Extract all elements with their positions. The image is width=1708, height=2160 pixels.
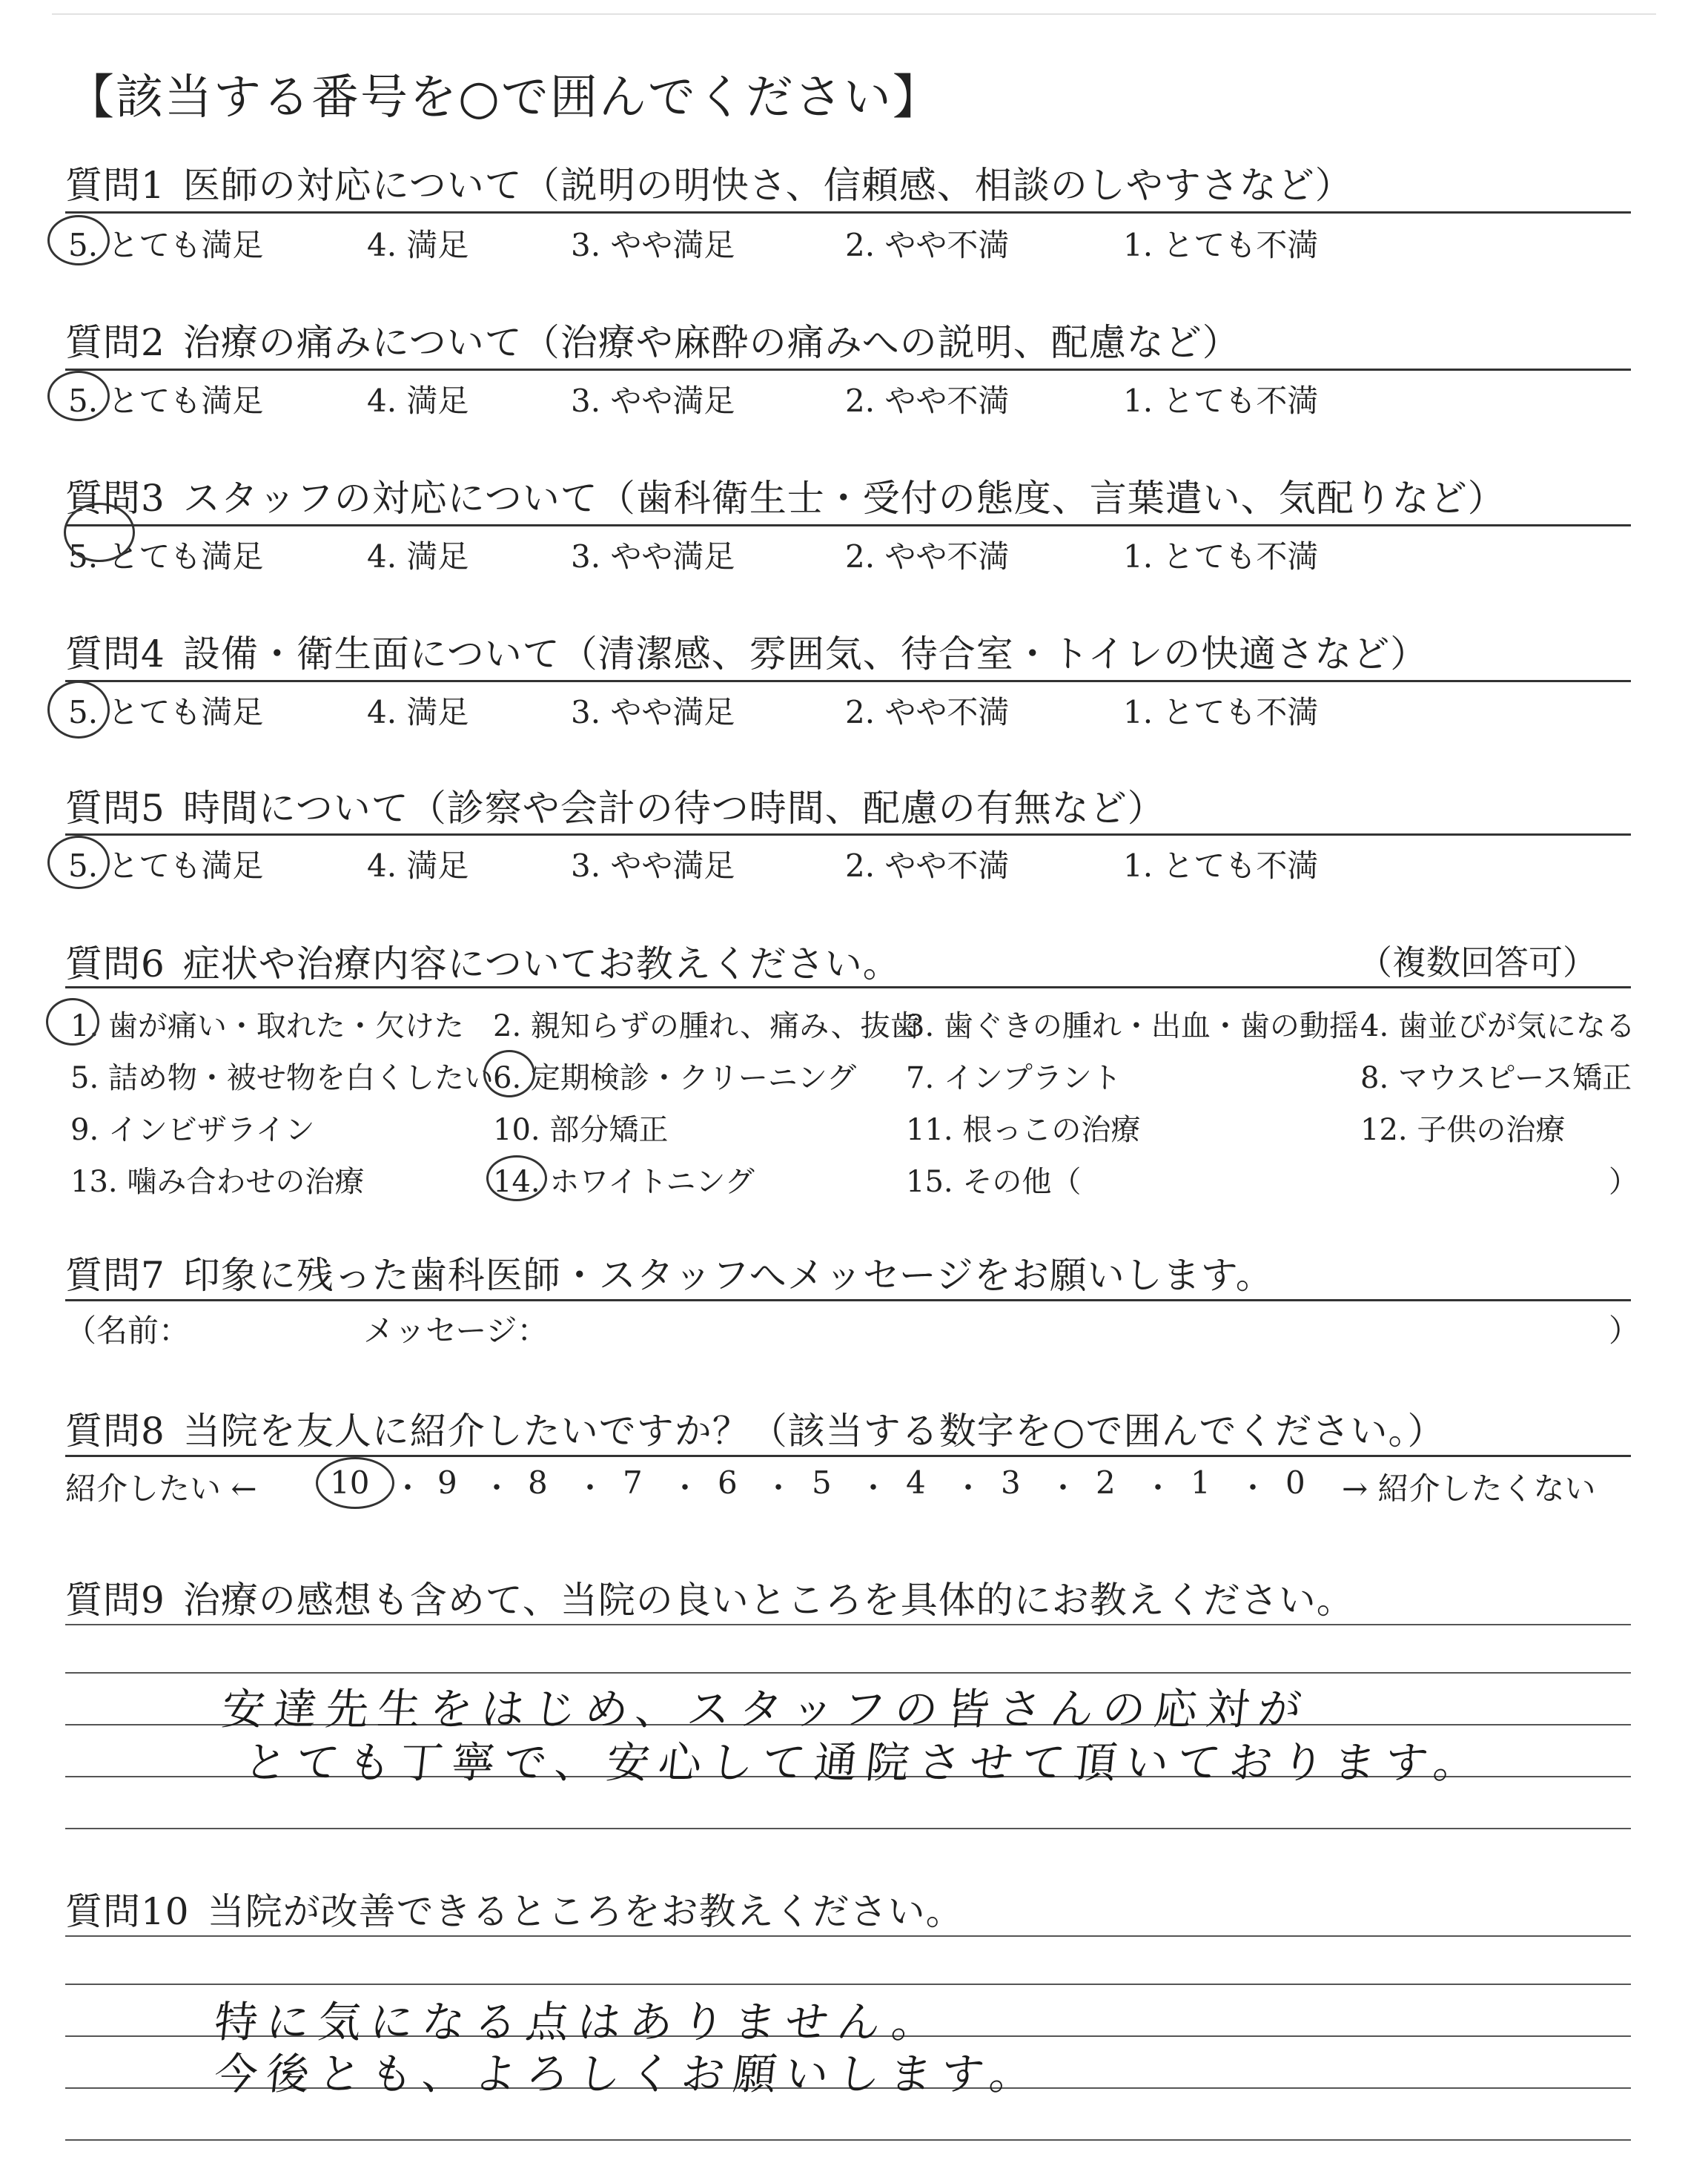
q5-title	[65, 779, 1165, 832]
q8-dot: ・	[764, 1471, 793, 1505]
q10-number: 質問10	[65, 1890, 190, 1933]
q6-row-1	[0, 1003, 1708, 1047]
q6-other-close-paren: ）	[1609, 1165, 1638, 1199]
q8-dot: ・	[1048, 1471, 1078, 1505]
q4-option-1[interactable]: 1. とても不満	[1123, 694, 1319, 730]
q6-multi-answer-note: （複数回答可）	[1358, 942, 1597, 982]
q8-score-7[interactable]: 7	[623, 1464, 643, 1501]
q7-close-paren: ）	[1609, 1312, 1641, 1349]
q6-rule	[65, 986, 1631, 988]
q3-title	[65, 469, 1506, 522]
q8-score-10[interactable]: 10	[330, 1464, 370, 1501]
q8-dot: ・	[482, 1471, 512, 1505]
q4-option-4[interactable]: 4. 満足	[367, 694, 469, 730]
q10-title	[65, 1882, 964, 1935]
q1-number: 質問1	[65, 164, 165, 207]
form-header: 【該当する番号を○で囲んでください】	[67, 70, 941, 125]
q8-dot: ・	[575, 1471, 605, 1505]
q1-title	[65, 156, 1353, 209]
q8-dot: ・	[670, 1471, 700, 1505]
q8-dot: ・	[858, 1471, 888, 1505]
top-border	[52, 13, 1656, 15]
q10-line	[65, 1935, 1631, 1937]
q7-number: 質問7	[65, 1254, 165, 1297]
q8-score-9[interactable]: 9	[437, 1464, 457, 1501]
q6-item-6[interactable]: 6. 定期検診・クリーニング	[493, 1061, 857, 1095]
q5-option-2[interactable]: 2. やや不満	[845, 848, 1010, 884]
q9-line	[65, 1624, 1631, 1625]
q6-row-3	[0, 1106, 1708, 1151]
q6-text: 症状や治療内容についてお教えください。	[182, 942, 901, 985]
q4-text: 設備・衛生面について（清潔感、雰囲気、待合室・トイレの快適さなど）	[182, 633, 1429, 676]
q5-option-4[interactable]: 4. 満足	[367, 848, 469, 884]
q4-rule	[65, 680, 1631, 682]
q8-score-3[interactable]: 3	[1001, 1464, 1021, 1501]
q2-text: 治療の痛みについて（治療や麻酔の痛みへの説明、配慮など）	[182, 321, 1240, 364]
q9-line	[65, 1672, 1631, 1674]
q9-title	[65, 1571, 1354, 1624]
q6-item-10[interactable]: 10. 部分矯正	[493, 1113, 669, 1147]
q10-text: 当院が改善できるところをお教えください。	[207, 1890, 964, 1933]
q1-option-4[interactable]: 4. 満足	[367, 227, 469, 263]
q10-answer-line-1: 特に気になる点はありません。	[211, 1997, 947, 2047]
q2-number: 質問2	[65, 321, 165, 364]
q2-option-2[interactable]: 2. やや不満	[845, 383, 1010, 419]
q7-message-label: メッセージ：	[363, 1312, 549, 1349]
q3-option-2[interactable]: 2. やや不満	[845, 538, 1010, 575]
q1-rule	[65, 211, 1631, 214]
q1-text: 医師の対応について（説明の明快さ、信頼感、相談のしやすさなど）	[182, 164, 1353, 207]
q10-line	[65, 1984, 1631, 1985]
q7-rule	[65, 1299, 1631, 1301]
q6-item-14[interactable]: 14. ホワイトニング	[493, 1165, 755, 1199]
q8-dot: ・	[953, 1471, 983, 1505]
q8-score-4[interactable]: 4	[906, 1464, 926, 1501]
q1-option-3[interactable]: 3. やや満足	[571, 227, 735, 263]
q5-number: 質問5	[65, 787, 165, 830]
q2-title	[65, 313, 1240, 366]
q4-options	[0, 688, 1708, 733]
q7-text: 印象に残った歯科医師・スタッフへメッセージをお願いします。	[182, 1254, 1274, 1297]
q2-option-4[interactable]: 4. 満足	[367, 383, 469, 419]
q7-name-label: （名前：	[65, 1312, 191, 1349]
q9-answer-line-2: とても丁寧で、安心して通院させて頂いております。	[241, 1737, 1489, 1788]
q8-dot: ・	[1143, 1471, 1173, 1505]
q3-options	[0, 532, 1708, 577]
q6-item-11[interactable]: 11. 根っこの治療	[906, 1113, 1141, 1147]
q8-scale	[0, 1464, 1708, 1509]
q4-title	[65, 624, 1428, 678]
q6-item-1[interactable]: 1. 歯が痛い・取れた・欠けた	[70, 1009, 464, 1043]
q6-item-9[interactable]: 9. インビザライン	[70, 1113, 315, 1147]
q2-option-1[interactable]: 1. とても不満	[1123, 383, 1319, 419]
q3-option-5[interactable]: 5. とても満足	[68, 538, 264, 575]
q4-option-3[interactable]: 3. やや満足	[571, 694, 735, 730]
q1-option-2[interactable]: 2. やや不満	[845, 227, 1010, 263]
q6-title	[65, 934, 901, 988]
q4-option-2[interactable]: 2. やや不満	[845, 694, 1010, 730]
q8-left-label: 紹介したい ←	[65, 1470, 257, 1507]
q6-item-15[interactable]: 15. その他（	[906, 1165, 1082, 1199]
q8-dot: ・	[1238, 1471, 1268, 1505]
q8-title	[65, 1401, 1445, 1455]
q9-text: 治療の感想も含めて、当院の良いところを具体的にお教えください。	[182, 1579, 1354, 1622]
q6-item-7[interactable]: 7. インプラント	[906, 1061, 1122, 1095]
q8-score-6[interactable]: 6	[718, 1464, 738, 1501]
q5-option-1[interactable]: 1. とても不満	[1123, 848, 1319, 884]
q8-score-2[interactable]: 2	[1096, 1464, 1116, 1501]
q7-title	[65, 1246, 1274, 1299]
q9-line	[65, 1828, 1631, 1829]
q1-option-5[interactable]: 5. とても満足	[68, 227, 264, 263]
q5-option-3[interactable]: 3. やや満足	[571, 848, 735, 884]
q5-text: 時間について（診察や会計の待つ時間、配慮の有無など）	[182, 787, 1165, 830]
q8-score-8[interactable]: 8	[528, 1464, 548, 1501]
q6-number: 質問6	[65, 942, 165, 985]
q2-options	[0, 377, 1708, 421]
q6-item-12[interactable]: 12. 子供の治療	[1360, 1113, 1566, 1147]
q3-number: 質問3	[65, 477, 165, 520]
q5-options	[0, 842, 1708, 886]
q6-row-2	[0, 1054, 1708, 1099]
q8-score-5[interactable]: 5	[812, 1464, 832, 1501]
q2-rule	[65, 369, 1631, 371]
q6-item-2[interactable]: 2. 親知らずの腫れ、痛み、抜歯	[493, 1009, 920, 1043]
q6-item-5[interactable]: 5. 詰め物・被せ物を白くしたい	[70, 1061, 494, 1095]
q9-number: 質問9	[65, 1579, 165, 1622]
q10-line	[65, 2139, 1631, 2141]
q2-option-5[interactable]: 5. とても満足	[68, 383, 264, 419]
q6-item-8[interactable]: 8. マウスピース矯正	[1360, 1061, 1632, 1095]
q8-number: 質問8	[65, 1410, 165, 1453]
q5-rule	[65, 833, 1631, 836]
q8-dot: ・	[393, 1471, 423, 1505]
q3-option-4[interactable]: 4. 満足	[367, 538, 469, 575]
q8-score-0[interactable]: 0	[1285, 1464, 1305, 1501]
q3-text: スタッフの対応について（歯科衛生士・受付の態度、言葉遣い、気配りなど）	[182, 477, 1506, 520]
q3-rule	[65, 524, 1631, 526]
q9-answer-line-1: 安達先生をはじめ、スタッフの皆さんの応対が	[219, 1684, 1313, 1734]
q8-rule	[65, 1455, 1631, 1457]
q6-item-13[interactable]: 13. 噛み合わせの治療	[70, 1165, 365, 1199]
q3-option-1[interactable]: 1. とても不満	[1123, 538, 1319, 575]
q8-score-1[interactable]: 1	[1191, 1464, 1211, 1501]
q6-item-3[interactable]: 3. 歯ぐきの腫れ・出血・歯の動揺	[906, 1009, 1359, 1043]
q8-right-label: → 紹介したくない	[1342, 1470, 1596, 1507]
q3-option-3[interactable]: 3. やや満足	[571, 538, 735, 575]
q1-options	[0, 221, 1708, 265]
q7-fields	[0, 1307, 1708, 1351]
q6-item-4[interactable]: 4. 歯並びが気になる	[1360, 1009, 1635, 1043]
q10-answer-line-2: 今後とも、よろしくお願いします。	[211, 2049, 1045, 2099]
q1-option-1[interactable]: 1. とても不満	[1123, 227, 1319, 263]
q8-text: 当院を友人に紹介したいですか？（該当する数字を○で囲んでください。）	[182, 1410, 1446, 1453]
q4-number: 質問4	[65, 633, 165, 676]
q4-option-5[interactable]: 5. とても満足	[68, 694, 264, 730]
q5-option-5[interactable]: 5. とても満足	[68, 848, 264, 884]
q6-row-4	[0, 1158, 1708, 1203]
q2-option-3[interactable]: 3. やや満足	[571, 383, 735, 419]
